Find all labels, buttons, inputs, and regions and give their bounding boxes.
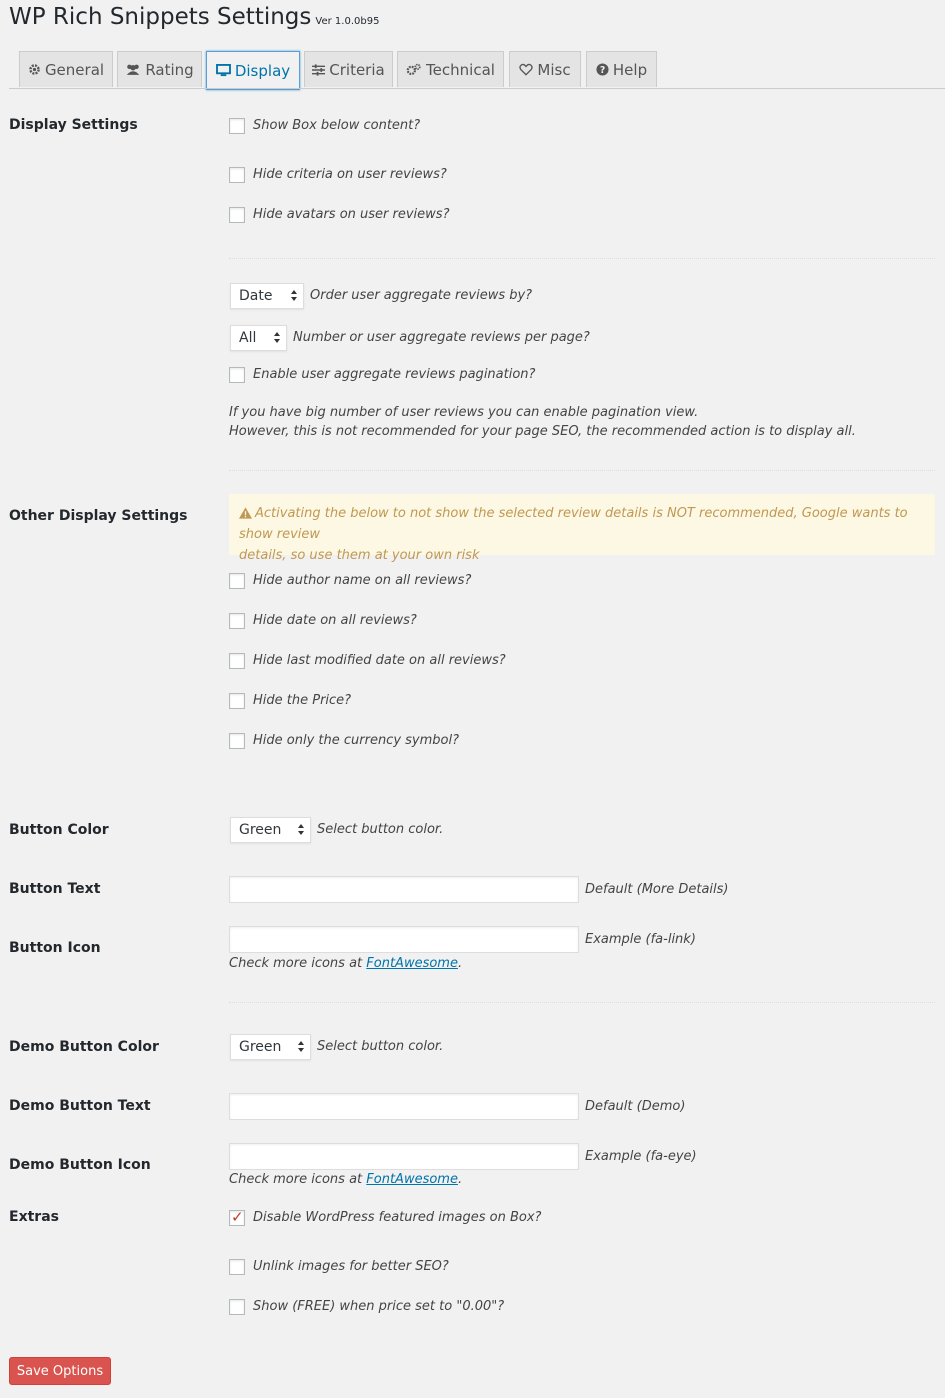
hide-modified-label: Hide last modified date on all reviews?: [253, 653, 506, 668]
tab-label: Technical: [426, 60, 495, 79]
select-arrows-icon: [298, 824, 304, 836]
demo-button-icons-note-text: Check more icons at: [229, 1172, 363, 1187]
show-free-checkbox[interactable]: [229, 1299, 245, 1315]
pagination-note-line1: If you have big number of user reviews you can enable pagination view.: [229, 405, 699, 420]
button-text-input[interactable]: [229, 876, 579, 903]
hide-price-label: Hide the Price?: [253, 693, 352, 708]
page-title: [9, 4, 379, 30]
hide-avatars-label: Hide avatars on user reviews?: [253, 207, 450, 222]
tab-label: Display: [234, 61, 291, 80]
sliders-icon: [312, 64, 325, 76]
button-icon-label: Button Icon: [9, 940, 101, 956]
checkmark-icon: ✓: [231, 1208, 244, 1226]
demo-button-icons-note: Check more icons at FontAwesome.: [229, 1172, 463, 1187]
demo-button-icon-label: Demo Button Icon: [9, 1157, 151, 1173]
divider: [229, 258, 935, 259]
fontawesome-link[interactable]: FontAwesome: [366, 956, 458, 971]
tab-criteria[interactable]: [304, 51, 393, 87]
order-by-label: Order user aggregate reviews by?: [310, 288, 533, 303]
per-page-label: Number or user aggregate reviews per page?: [293, 330, 590, 345]
tab-label: Rating: [145, 60, 194, 79]
pagination-label: Enable user aggregate reviews pagination?: [253, 367, 536, 382]
tab-general[interactable]: [19, 51, 113, 87]
hide-author-checkbox[interactable]: [229, 573, 245, 589]
button-color-label: Button Color: [9, 822, 109, 838]
extras-label: Extras: [9, 1209, 59, 1225]
gear-icon: [28, 63, 41, 76]
button-icon-input[interactable]: [229, 926, 579, 953]
svg-text:?: ?: [599, 65, 606, 76]
hide-currency-checkbox[interactable]: [229, 733, 245, 749]
order-by-select[interactable]: [230, 283, 304, 309]
demo-button-color-label: Demo Button Color: [9, 1039, 159, 1055]
demo-button-icon-input[interactable]: [229, 1143, 579, 1170]
hide-author-label: Hide author name on all reviews?: [253, 573, 472, 588]
demo-button-text-input[interactable]: [229, 1093, 579, 1120]
per-page-value: All: [239, 330, 257, 346]
tabs-divider: [9, 88, 945, 89]
per-page-select[interactable]: [230, 325, 287, 351]
tab-rating[interactable]: [117, 51, 202, 87]
select-arrows-icon: [291, 290, 297, 302]
other-display-settings-label: Other Display Settings: [9, 508, 188, 524]
hide-date-label: Hide date on all reviews?: [253, 613, 417, 628]
page-title-text: WP Rich Snippets Settings: [9, 4, 312, 30]
button-text-hint: Default (More Details): [585, 882, 729, 897]
tab-label: Misc: [537, 60, 571, 79]
demo-button-text-hint: Default (Demo): [585, 1099, 686, 1114]
tab-display[interactable]: [206, 51, 300, 90]
button-color-hint: Select button color.: [317, 822, 444, 837]
hide-date-checkbox[interactable]: [229, 613, 245, 629]
question-circle-icon: [596, 63, 609, 76]
hide-price-checkbox[interactable]: [229, 693, 245, 709]
hide-currency-label: Hide only the currency symbol?: [253, 733, 460, 748]
warning-text-line1: Activating the below to not show the selected review details is NOT recommended, Google wants to show review: [239, 506, 908, 542]
gears-icon: [406, 63, 422, 76]
fontawesome-link[interactable]: FontAwesome: [366, 1172, 458, 1187]
demo-button-text-label: Demo Button Text: [9, 1098, 151, 1114]
warning-icon: [239, 507, 252, 519]
hide-criteria-label: Hide criteria on user reviews?: [253, 167, 447, 182]
divider: [229, 470, 935, 471]
show-box-checkbox[interactable]: [229, 118, 245, 134]
unlink-images-checkbox[interactable]: [229, 1259, 245, 1275]
button-icons-note: Check more icons at FontAwesome.: [229, 956, 463, 971]
disable-featured-label: Disable WordPress featured images on Box?: [253, 1210, 542, 1225]
warning-notice: [229, 494, 935, 563]
button-icons-note-text: Check more icons at: [229, 956, 363, 971]
button-color-select[interactable]: [230, 817, 311, 843]
tab-technical[interactable]: [397, 51, 504, 87]
select-arrows-icon: [298, 1041, 304, 1053]
pagination-note-line2: However, this is not recommended for your page SEO, the recommended action is to display all.: [229, 424, 856, 439]
button-color-value: Green: [239, 822, 282, 838]
display-settings-label: Display Settings: [9, 117, 138, 133]
show-box-label: Show Box below content?: [253, 118, 421, 133]
users-icon: [125, 63, 141, 76]
demo-button-color-select[interactable]: [230, 1034, 311, 1060]
hide-modified-checkbox[interactable]: [229, 653, 245, 669]
demo-button-icon-hint: Example (fa-eye): [585, 1149, 697, 1164]
desktop-icon: [216, 64, 231, 77]
divider: [229, 1002, 935, 1003]
pagination-checkbox[interactable]: [229, 367, 245, 383]
order-by-value: Date: [239, 288, 273, 304]
disable-featured-checkbox[interactable]: [229, 1210, 245, 1226]
tab-misc[interactable]: [509, 51, 581, 87]
tab-label: Help: [612, 60, 648, 79]
warning-text-line2: details, so use them at your own risk: [239, 548, 480, 563]
demo-button-color-value: Green: [239, 1039, 282, 1055]
button-text-label: Button Text: [9, 881, 101, 897]
demo-button-color-hint: Select button color.: [317, 1039, 444, 1054]
unlink-images-label: Unlink images for better SEO?: [253, 1259, 449, 1274]
button-icon-hint: Example (fa-link): [585, 932, 696, 947]
hide-avatars-checkbox[interactable]: [229, 207, 245, 223]
show-free-label: Show (FREE) when price set to "0.00"?: [253, 1299, 505, 1314]
save-options-button[interactable]: Save Options: [9, 1357, 111, 1385]
select-arrows-icon: [274, 332, 280, 344]
version-label: Ver 1.0.0b95: [315, 16, 380, 27]
tab-label: Criteria: [329, 60, 385, 79]
tab-label: General: [44, 60, 105, 79]
tab-help[interactable]: [586, 51, 657, 87]
heart-icon: [519, 63, 533, 76]
hide-criteria-checkbox[interactable]: [229, 167, 245, 183]
